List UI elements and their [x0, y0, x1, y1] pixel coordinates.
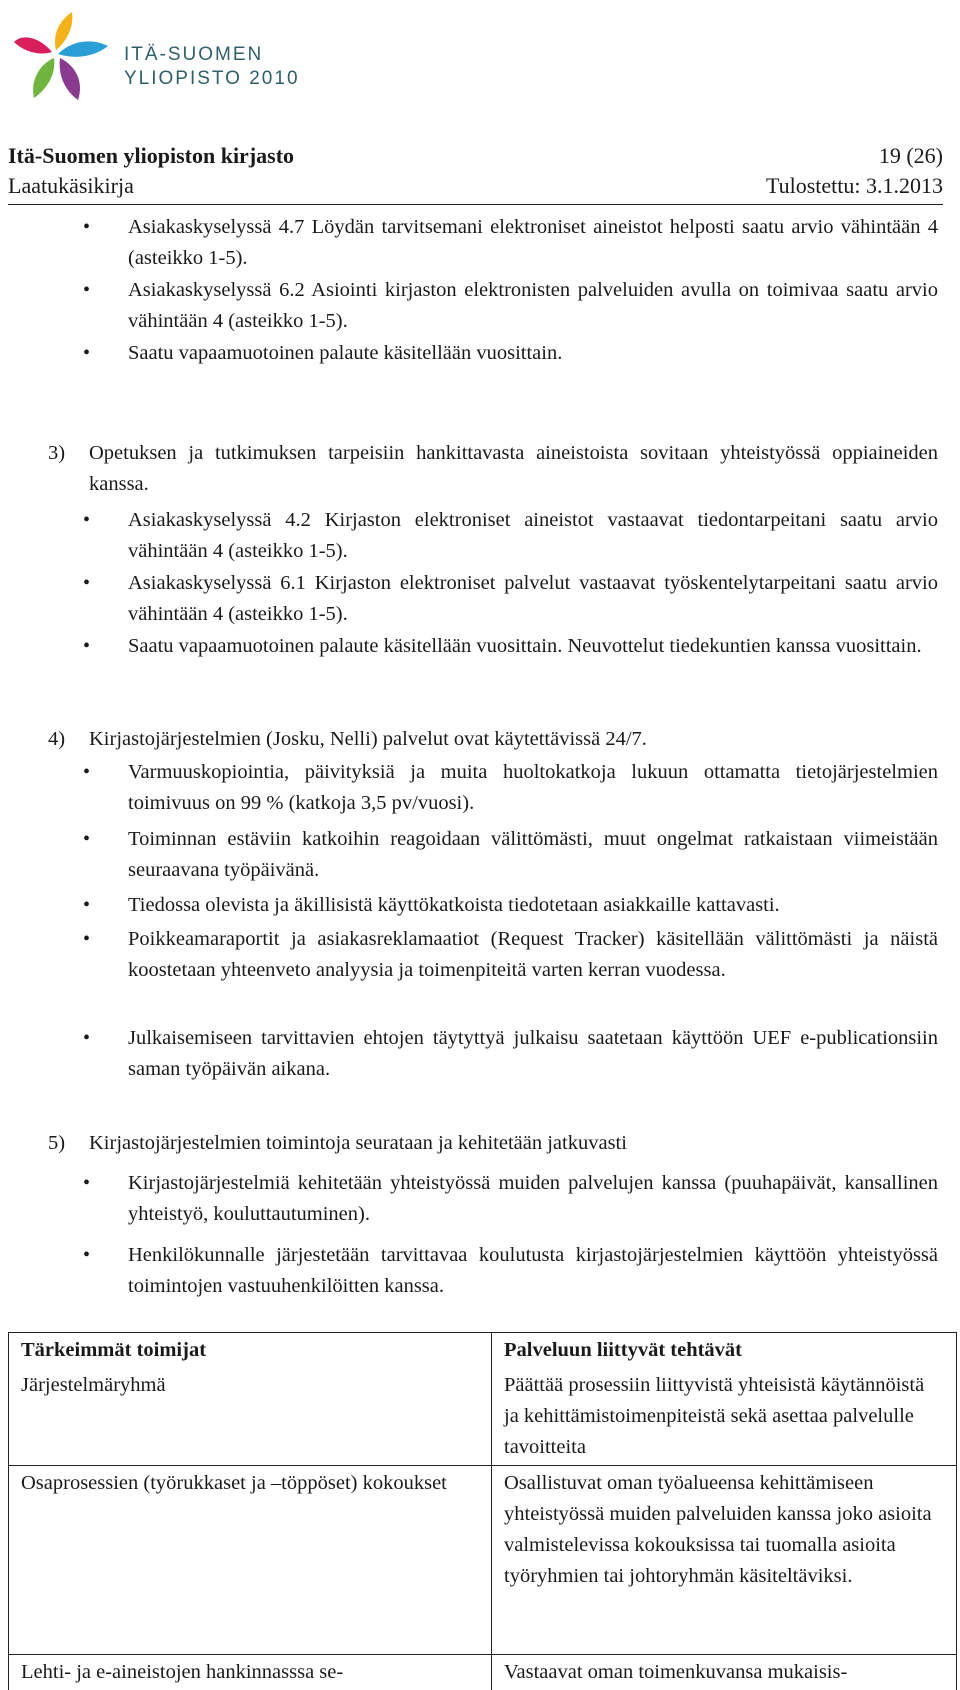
column-header-actors: Tärkeimmät toimijat — [9, 1333, 492, 1369]
logo-text-line2: YLIOPISTO 2010 — [124, 68, 300, 90]
table-cell-actor: Osaprosessien (työrukkaset ja –töppöset) kokoukset — [9, 1466, 492, 1655]
section-title: Opetuksen ja tutkimuksen tarpeisiin hankittavasta aineistoista sovitaan yhteistyössä oppiaineiden kanssa. — [89, 438, 938, 500]
section-heading-5 — [48, 1128, 938, 1159]
list-item: • Asiakaskyselyssä 4.7 Löydän tarvitsemani elektroniset aineistot helposti saatu arvio vähintään 4 (asteikko 1-5). — [128, 212, 938, 274]
section-number: 4) — [48, 724, 65, 755]
responsibilities-table — [8, 1332, 957, 1690]
header-divider — [8, 204, 943, 205]
header-row-2 — [8, 172, 943, 200]
table-row — [9, 1655, 957, 1690]
document-name: Laatukäsikirja — [8, 172, 134, 200]
list-item: • Kirjastojärjestelmiä kehitetään yhteistyössä muiden palvelujen kanssa (puuhapäivät, kansallinen yhteistyö, kouluttautuminen). — [128, 1168, 938, 1230]
list-item: • Henkilökunnalle järjestetään tarvittavaa koulutusta kirjastojärjestelmien käyttöön yhteistyössä toimintojen vastuuhenkilöitten kanssa. — [128, 1240, 938, 1302]
page-number: 19 (26) — [879, 142, 943, 170]
section-title: Kirjastojärjestelmien toimintoja seurataan ja kehitetään jatkuvasti — [89, 1128, 938, 1159]
list-item: • Saatu vapaamuotoinen palaute käsitellään vuosittain. — [128, 338, 938, 369]
list-item: • Varmuuskopiointia, päivityksiä ja muita huoltokatkoja lukuun ottamatta tietojärjestelmien toimivuus on 99 % (katkoja 3,5 pv/vuosi). — [128, 757, 938, 819]
header-row-1 — [8, 142, 943, 170]
table-cell-task: Päättää prosessiin liittyvistä yhteisistä käytännöistä ja kehittämistoimenpiteistä sekä asettaa palvelulle tavoitteita — [492, 1368, 957, 1466]
column-header-tasks: Palveluun liittyvät tehtävät — [492, 1333, 957, 1369]
list-item: • Julkaisemiseen tarvittavien ehtojen täytyttyä julkaisu saatetaan käyttöön UEF e-publicationsiin saman työpäivän aikana. — [128, 1023, 938, 1085]
list-item: • Toiminnan estäviin katkoihin reagoidaan välittömästi, muut ongelmat ratkaistaan viimeistään seuraavana työpäivänä. — [128, 824, 938, 886]
table-header-row — [9, 1333, 957, 1369]
logo-emblem-icon — [12, 6, 116, 106]
table-row — [9, 1466, 957, 1655]
section-number: 3) — [48, 438, 65, 469]
list-item: • Tiedossa olevista ja äkillisistä käyttökatkoista tiedotetaan asiakkaille kattavasti. — [128, 890, 938, 921]
print-date: Tulostettu: 3.1.2013 — [766, 172, 943, 200]
section-heading-4 — [48, 724, 938, 755]
logo-text-line1: ITÄ-SUOMEN — [124, 44, 263, 66]
list-item: • Asiakaskyselyssä 4.2 Kirjaston elektroniset aineistot vastaavat tiedontarpeitani saatu arvio vähintään 4 (asteikko 1-5). — [128, 505, 938, 567]
table-cell-task: Osallistuvat oman työalueensa kehittämiseen yhteistyössä muiden palveluiden kanssa joko asioita valmistelevissa kokouksissa tai tuomalla asioita työryhmien tai johtoryhmän käsiteltäviksi. — [492, 1466, 957, 1655]
table-row — [9, 1368, 957, 1466]
list-item: • Poikkeamaraportit ja asiakasreklamaatiot (Request Tracker) käsitellään välittömästi ja näistä koostetaan yhteenveto analyysia ja toimenpiteitä varten kerran vuodessa. — [128, 924, 938, 986]
section-number: 5) — [48, 1128, 65, 1159]
section-heading-3 — [48, 438, 938, 500]
table-cell-actor: Lehti- ja e-aineistojen hankinnasssa se- — [9, 1655, 492, 1690]
section-title: Kirjastojärjestelmien (Josku, Nelli) palvelut ovat käytettävissä 24/7. — [89, 724, 938, 755]
table-cell-task: Vastaavat oman toimenkuvansa mukaisis- — [492, 1655, 957, 1690]
table-cell-actor: Järjestelmäryhmä — [9, 1368, 492, 1466]
university-logo — [12, 6, 312, 110]
list-item: • Saatu vapaamuotoinen palaute käsitellään vuosittain. Neuvottelut tiedekuntien kanssa vuosittain. — [128, 631, 938, 662]
list-item: • Asiakaskyselyssä 6.2 Asiointi kirjaston elektronisten palveluiden avulla on toimivaa saatu arvio vähintään 4 (asteikko 1-5). — [128, 275, 938, 337]
organization-name: Itä-Suomen yliopiston kirjasto — [8, 142, 294, 170]
list-item: • Asiakaskyselyssä 6.1 Kirjaston elektroniset palvelut vastaavat työskentelytarpeitani saatu arvio vähintään 4 (asteikko 1-5). — [128, 568, 938, 630]
